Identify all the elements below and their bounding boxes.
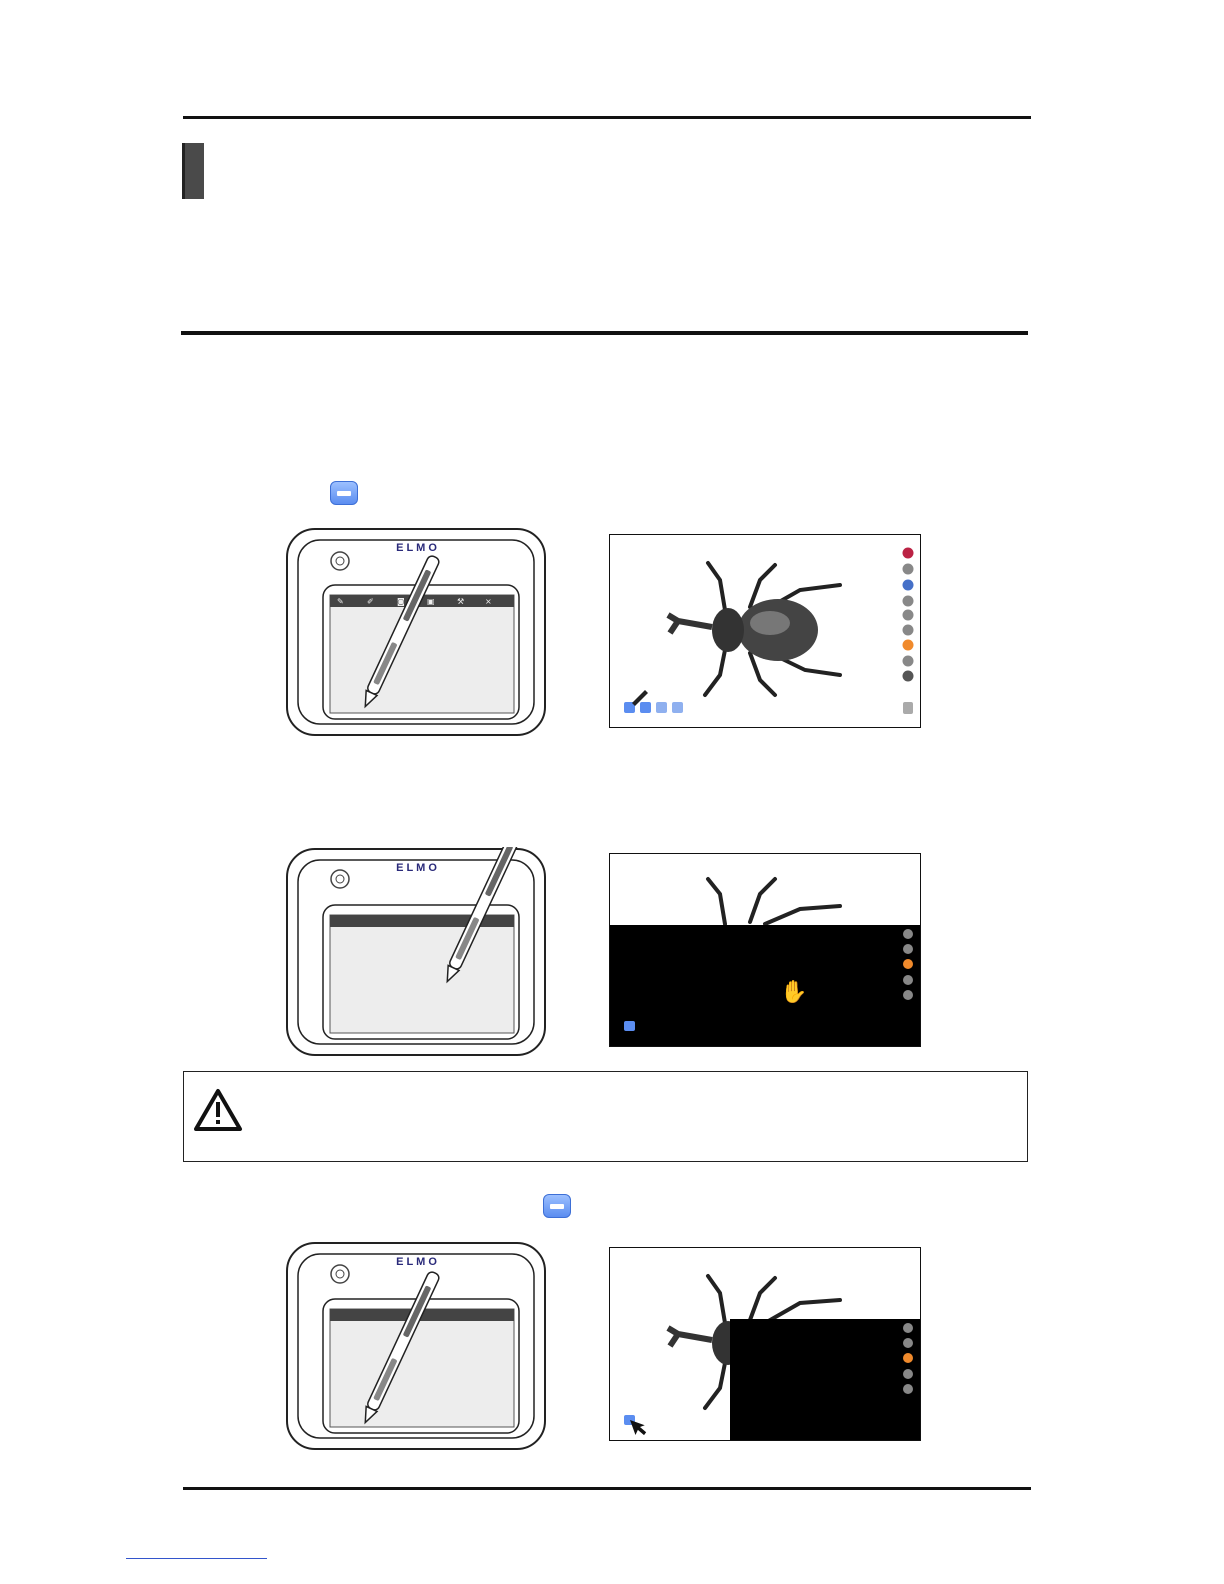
screen-mode-icon [330,481,358,505]
pen-tablet-illustration-3 [285,1241,547,1451]
tablet-brand: ELMO [396,542,440,554]
hand-icon: ✋ [780,980,808,1005]
black-mask [730,1319,921,1441]
warning-icon [193,1088,243,1132]
footer-link-underline [126,1558,267,1559]
svg-text:✐: ✐ [367,597,374,606]
chapter-tab [182,143,204,199]
svg-text:ELMO: ELMO [396,1256,440,1268]
beetle-image [668,563,840,695]
black-mask [610,925,921,1047]
mode-button [624,1021,635,1031]
header-top-rule [183,116,1031,119]
svg-text:ELMO: ELMO [396,862,440,874]
pen-tablet-illustration-2 [285,847,547,1057]
orange-button [903,640,914,651]
section-rule [181,331,1028,335]
screen-mode-icon-2 [543,1194,571,1218]
bottom-toolbar [624,690,683,713]
side-toolbar [903,548,914,715]
svg-text:▣: ▣ [427,597,435,606]
display-screen-partial [609,1247,921,1441]
pen-tablet-illustration [285,527,547,737]
svg-text:✎: ✎ [337,597,344,606]
svg-text:⚒: ⚒ [457,597,465,606]
svg-text:◙: ◙ [397,597,405,606]
footer-rule [183,1487,1031,1490]
power-icon [331,552,349,570]
caution-box [183,1071,1028,1162]
svg-text:×: × [485,597,492,606]
display-screen-normal [609,534,921,728]
display-screen-blackout [609,853,921,1047]
